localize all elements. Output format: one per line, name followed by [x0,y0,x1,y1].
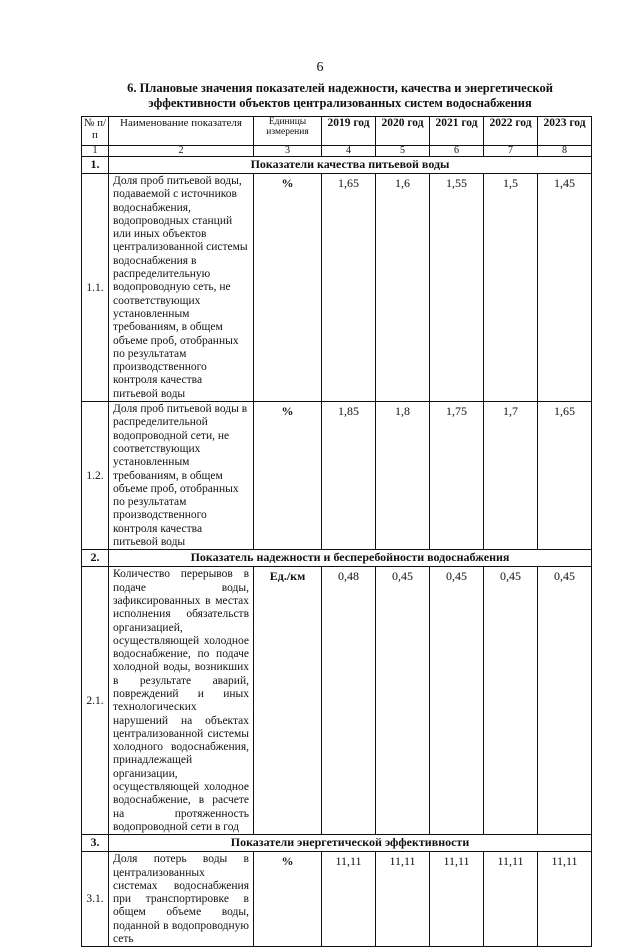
indicator-name: Доля проб питьевой воды в распределительной водопроводной сети, не соответствующих установленным требованиям, в общем объеме проб, отобранных по результатам производственного контроля качества питьевой воды [109,402,254,550]
header-2020: 2020 год [376,117,430,146]
column-number-row [82,146,592,157]
indicators-table [81,116,592,947]
value-2020: 0,45 [376,567,430,835]
unit-cell: % [254,402,322,550]
header-2023: 2023 год [538,117,592,146]
column-number: 3 [254,146,322,157]
section-number: 1. [82,157,109,174]
column-number: 4 [322,146,376,157]
value-2021: 1,75 [430,402,484,550]
table-row [82,567,592,835]
header-num: № п/п [82,117,109,146]
table-row [82,174,592,402]
section-title: Показатели энергетической эффективности [109,835,592,852]
unit-cell: % [254,174,322,402]
indicator-name: Доля проб питьевой воды, подаваемой с источников водоснабжения, водопроводных станций или иных объектов централизованной системы водоснабжения в распределительную водопроводную сеть, не соответствующих установленным требованиям, в общем объеме проб, отобранных по результатам производственного контроля качества питьевой воды [109,174,254,402]
value-2020: 11,11 [376,852,430,947]
page-number: 6 [316,60,324,75]
value-2020: 1,6 [376,174,430,402]
document-title [70,81,610,111]
header-unit: Единицы измерения [254,117,322,146]
unit-cell: Ед./км [254,567,322,835]
header-2022: 2022 год [484,117,538,146]
value-2022: 1,5 [484,174,538,402]
value-2023: 1,45 [538,174,592,402]
value-2021: 0,45 [430,567,484,835]
value-2023: 11,11 [538,852,592,947]
value-2023: 1,65 [538,402,592,550]
column-number: 7 [484,146,538,157]
title-line-2: эффективности объектов централизованных систем водоснабжения [148,96,532,110]
unit-cell: % [254,852,322,947]
value-2019: 1,65 [322,174,376,402]
value-2021: 1,55 [430,174,484,402]
value-2019: 0,48 [322,567,376,835]
section-row [82,835,592,852]
column-number: 8 [538,146,592,157]
value-2019: 11,11 [322,852,376,947]
header-2021: 2021 год [430,117,484,146]
indicator-name: Доля потерь воды в централизованных системах водоснабжения при транспортировке в общем объеме воды, поданной в водопроводную сеть [109,852,254,947]
section-row [82,157,592,174]
value-2021: 11,11 [430,852,484,947]
value-2022: 1,7 [484,402,538,550]
column-number: 1 [82,146,109,157]
section-title: Показатели качества питьевой воды [109,157,592,174]
value-2022: 0,45 [484,567,538,835]
indicator-name: Количество перерывов в подаче воды, зафиксированных в местах исполнения обязательств организацией, осуществляющей холодное водоснабжение, по подаче холодной воды, возникших в результате аварий, повреждений и иных технологических нарушений на объектах централизованной системы холодного водоснабжения, принадлежащей организации, осуществляющей холодное водоснабжение, в расчете на протяженность водопроводной сети в год [109,567,254,835]
table-row [82,402,592,550]
row-number: 2.1. [82,567,109,835]
row-number: 3.1. [82,852,109,947]
section-number: 2. [82,550,109,567]
column-number: 2 [109,146,254,157]
header-2019: 2019 год [322,117,376,146]
row-number: 1.2. [82,402,109,550]
section-number: 3. [82,835,109,852]
table-row [82,852,592,947]
header-name: Наименование показателя [109,117,254,146]
value-2023: 0,45 [538,567,592,835]
header-row [82,117,592,146]
section-title: Показатель надежности и бесперебойности водоснабжения [109,550,592,567]
value-2020: 1,8 [376,402,430,550]
value-2022: 11,11 [484,852,538,947]
row-number: 1.1. [82,174,109,402]
title-line-1: 6. Плановые значения показателей надежности, качества и энергетической [127,81,553,95]
column-number: 6 [430,146,484,157]
column-number: 5 [376,146,430,157]
section-row [82,550,592,567]
value-2019: 1,85 [322,402,376,550]
